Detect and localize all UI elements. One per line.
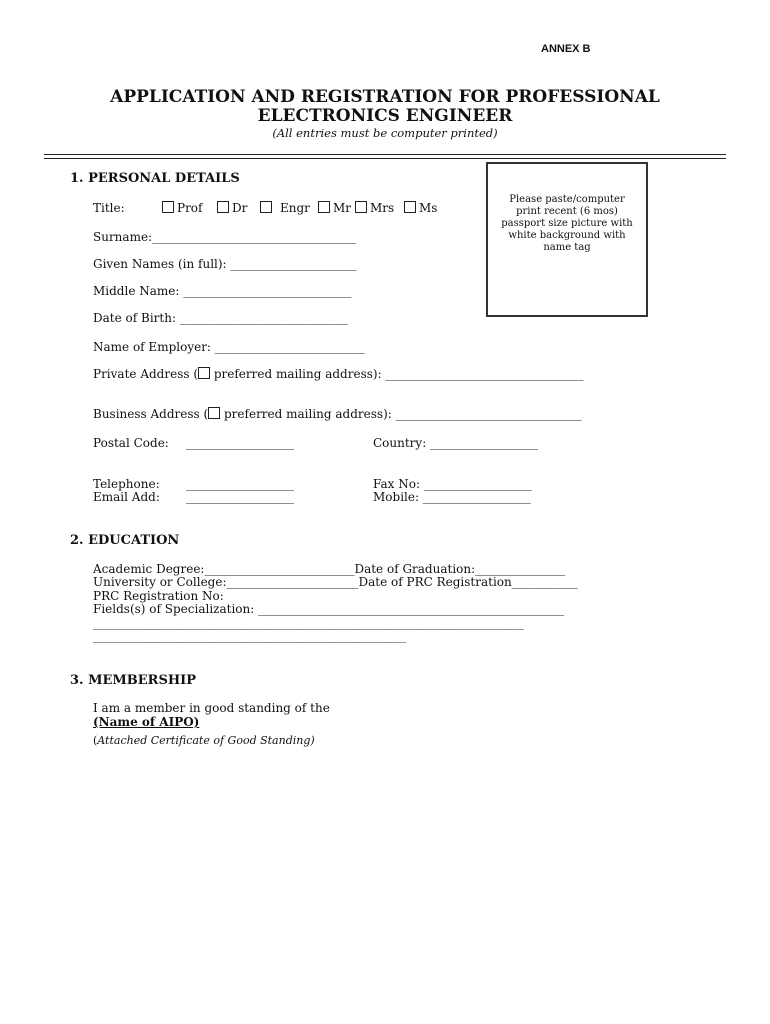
form-title-line-1: APPLICATION AND REGISTRATION FOR PROFESSIONAL [110,87,660,107]
private-mailing-checkbox[interactable] [198,367,210,379]
header-rule-top [44,154,726,155]
ms-checkbox[interactable] [404,201,416,213]
photo-box[interactable] [486,162,648,317]
form-title-line-2: ELECTRONICS ENGINEER [257,106,513,126]
title-option-engr[interactable]: Engr [260,201,310,215]
business-mailing-checkbox[interactable] [208,407,220,419]
email-label: Email Add: [93,490,160,504]
given-names-field[interactable]: Given Names (in full): _____________________ [93,257,357,271]
specialization-line-2[interactable]: ________________________________________________________ [93,630,407,643]
mr-checkbox[interactable] [318,201,330,213]
title-label: Title: [93,201,125,215]
specialization-field[interactable]: Fields(s) of Specialization: ___________________________________________________ [93,602,565,616]
employer-field[interactable]: Name of Employer: _________________________ [93,340,365,354]
mrs-checkbox[interactable] [355,201,367,213]
prof-checkbox[interactable] [162,201,174,213]
email-field[interactable]: __________________ [186,490,294,504]
postal-code-field[interactable]: __________________ [186,436,294,450]
date-of-birth-field[interactable]: Date of Birth: ____________________________ [93,311,348,325]
university-field[interactable]: University or College:______________________Date of PRC Registration___________ [93,575,578,589]
education-heading: 2. EDUCATION [70,533,180,548]
academic-degree-field[interactable]: Academic Degree:_________________________Date of Graduation:_______________ [93,562,566,576]
middle-name-field[interactable]: Middle Name: ____________________________ [93,284,352,298]
engr-checkbox[interactable] [260,201,272,213]
surname-field[interactable]: Surname:__________________________________ [93,230,357,244]
title-option-prof[interactable]: Prof [162,201,202,215]
private-address-field[interactable]: Private Address ( preferred mailing address): _________________________________ [93,367,584,381]
annex-label: ANNEX B [541,43,591,55]
form-subtitle: (All entries must be computer printed) [272,126,498,140]
fax-field[interactable]: Fax No: __________________ [373,477,532,491]
mobile-field[interactable]: Mobile: __________________ [373,490,531,504]
membership-statement: I am a member in good standing of the [93,701,330,715]
country-field[interactable]: Country: __________________ [373,436,539,450]
title-option-ms[interactable]: Ms [404,201,437,215]
title-option-mrs[interactable]: Mrs [355,201,394,215]
personal-details-heading: 1. PERSONAL DETAILS [70,171,240,186]
title-option-dr[interactable]: Dr [217,201,247,215]
specialization-line-1[interactable]: _____________________________________________________________________________ [93,617,524,630]
business-address-field[interactable]: Business Address ( preferred mailing address): _______________________________ [93,407,582,421]
membership-heading: 3. MEMBERSHIP [70,673,197,688]
telephone-label: Telephone: [93,477,160,491]
attached-certificate-note: (Attached Certificate of Good Standing) [93,734,315,747]
prc-registration-label[interactable]: PRC Registration No: [93,589,224,603]
header-rule-bottom [44,158,726,159]
postal-code-label: Postal Code: [93,436,169,450]
telephone-field[interactable]: __________________ [186,477,294,491]
dr-checkbox[interactable] [217,201,229,213]
photo-instructions: Please paste/computer print recent (6 mos) passport size picture with white background with name tag [501,194,633,253]
title-option-mr[interactable]: Mr [318,201,351,215]
aipo-name[interactable]: (Name of AIPO) [93,715,200,729]
